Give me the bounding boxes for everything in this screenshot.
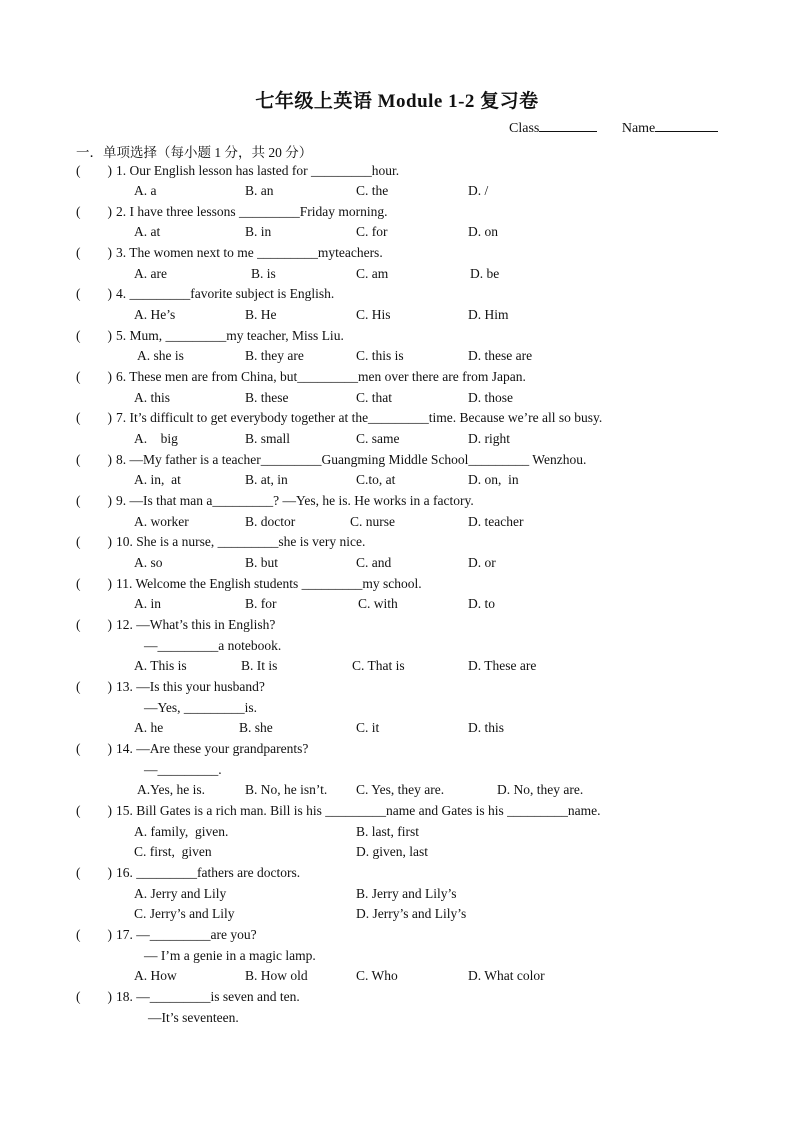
answer-option: A. in xyxy=(134,596,161,611)
question-text: 11. Welcome the English students _________my school. xyxy=(116,576,422,591)
question-text: 18. —_________is seven and ten. xyxy=(116,989,300,1004)
page-title: 七年级上英语 Module 1-2 复习卷 xyxy=(255,91,539,112)
answer-option: C. same xyxy=(356,431,400,446)
answer-option: D. These are xyxy=(468,658,537,673)
answer-option: B. doctor xyxy=(245,514,296,529)
answer-option: D. on xyxy=(468,224,498,239)
answer-option: D. / xyxy=(468,183,489,198)
answer-option: A. he xyxy=(134,720,164,735)
section-heading: 一．单项选择（每小题 1 分，共 20 分） xyxy=(76,145,313,160)
answer-option: A. family, given. xyxy=(134,824,229,839)
answer-option: B. they are xyxy=(245,348,304,363)
answer-bracket: ( ) xyxy=(76,328,112,343)
answer-option: D. those xyxy=(468,390,513,405)
answer-option: B. small xyxy=(245,431,291,446)
answer-option: A. so xyxy=(134,555,163,570)
answer-option: A. He’s xyxy=(134,307,176,322)
answer-option: A. are xyxy=(134,266,167,281)
answer-option: A. Jerry and Lily xyxy=(134,886,227,901)
answer-option: C. this is xyxy=(356,348,404,363)
answer-option: A. a xyxy=(134,183,157,198)
answer-option: A. at xyxy=(134,224,161,239)
question-response-line: —_________a notebook. xyxy=(144,638,282,653)
answer-option: C. the xyxy=(356,183,389,198)
answer-option: C. Jerry’s and Lily xyxy=(134,906,235,921)
answer-option: B. He xyxy=(245,307,277,322)
question-response-line: —It’s seventeen. xyxy=(148,1010,239,1025)
answer-option: A. she is xyxy=(137,348,184,363)
answer-option: B. is xyxy=(251,266,276,281)
answer-option: A.Yes, he is. xyxy=(137,782,206,797)
question-response-line: —_________. xyxy=(144,762,222,777)
question-text: 3. The women next to me _________myteachers. xyxy=(116,245,383,260)
name-blank xyxy=(655,119,718,132)
answer-bracket: ( ) xyxy=(76,989,112,1004)
question-text: 6. These men are from China, but_________men over there are from Japan. xyxy=(116,369,526,384)
question-response-line: — I’m a genie in a magic lamp. xyxy=(144,948,316,963)
question-text: 5. Mum, _________my teacher, Miss Liu. xyxy=(116,328,344,343)
answer-bracket: ( ) xyxy=(76,617,112,632)
answer-bracket: ( ) xyxy=(76,410,112,425)
answer-option: B. for xyxy=(245,596,277,611)
answer-bracket: ( ) xyxy=(76,534,112,549)
answer-bracket: ( ) xyxy=(76,452,112,467)
question-text: 8. —My father is a teacher_________Guangming Middle School_________ Wenzhou. xyxy=(116,452,587,467)
answer-option: B. last, first xyxy=(356,824,419,839)
question-text: 4. _________favorite subject is English. xyxy=(116,286,335,301)
answer-option: C. nurse xyxy=(350,514,395,529)
answer-option: C. and xyxy=(356,555,392,570)
answer-option: C. am xyxy=(356,266,389,281)
answer-bracket: ( ) xyxy=(76,927,112,942)
answer-option: D. right xyxy=(468,431,510,446)
answer-bracket: ( ) xyxy=(76,163,112,178)
answer-option: D. teacher xyxy=(468,514,524,529)
answer-option: D. to xyxy=(468,596,495,611)
question-text: 15. Bill Gates is a rich man. Bill is his _________name and Gates is his _________name. xyxy=(116,803,601,818)
answer-bracket: ( ) xyxy=(76,204,112,219)
answer-option: D. on, in xyxy=(468,472,519,487)
answer-bracket: ( ) xyxy=(76,741,112,756)
answer-bracket: ( ) xyxy=(76,865,112,880)
answer-option: C. That is xyxy=(352,658,405,673)
answer-option: D. Jerry’s and Lily’s xyxy=(356,906,467,921)
answer-option: C. His xyxy=(356,307,391,322)
answer-option: D. Him xyxy=(468,307,509,322)
question-text: 10. She is a nurse, _________she is very nice. xyxy=(116,534,366,549)
class-blank xyxy=(539,119,597,132)
answer-option: C. Yes, they are. xyxy=(356,782,445,797)
answer-option: B. but xyxy=(245,555,279,570)
answer-option: C.to, at xyxy=(356,472,396,487)
answer-bracket: ( ) xyxy=(76,576,112,591)
answer-bracket: ( ) xyxy=(76,803,112,818)
answer-option: B. an xyxy=(245,183,274,198)
answer-option: B. No, he isn’t. xyxy=(245,782,328,797)
name-label: Name xyxy=(621,121,656,136)
answer-bracket: ( ) xyxy=(76,286,112,301)
answer-option: C. with xyxy=(358,596,398,611)
answer-option: A. worker xyxy=(134,514,189,529)
answer-option: B. How old xyxy=(245,968,308,983)
answer-option: B. Jerry and Lily’s xyxy=(356,886,457,901)
question-text: 9. —Is that man a_________? —Yes, he is. He works in a factory. xyxy=(116,493,474,508)
answer-option: D. these are xyxy=(468,348,533,363)
answer-option: B. she xyxy=(239,720,273,735)
answer-option: D. No, they are. xyxy=(497,782,584,797)
class-label: Class xyxy=(509,121,540,136)
answer-option: B. at, in xyxy=(245,472,288,487)
answer-option: A. How xyxy=(134,968,177,983)
question-text: 17. —_________are you? xyxy=(116,927,257,942)
answer-option: B. in xyxy=(245,224,272,239)
answer-option: C. that xyxy=(356,390,392,405)
answer-option: B. It is xyxy=(241,658,278,673)
question-text: 13. —Is this your husband? xyxy=(116,679,265,694)
answer-option: D. or xyxy=(468,555,496,570)
answer-option: D. given, last xyxy=(356,844,428,859)
answer-option: D. What color xyxy=(468,968,545,983)
answer-option: C. Who xyxy=(356,968,398,983)
question-text: 14. —Are these your grandparents? xyxy=(116,741,309,756)
answer-bracket: ( ) xyxy=(76,369,112,384)
answer-option: A. this xyxy=(134,390,171,405)
answer-option: C. for xyxy=(356,224,388,239)
question-text: 7. It’s difficult to get everybody together at the_________time. Because we’re all so busy. xyxy=(116,410,603,425)
answer-bracket: ( ) xyxy=(76,245,112,260)
question-text: 1. Our English lesson has lasted for _________hour. xyxy=(116,163,400,178)
answer-option: A. big xyxy=(134,431,178,446)
answer-option: D. this xyxy=(468,720,505,735)
answer-option: A. This is xyxy=(134,658,187,673)
answer-bracket: ( ) xyxy=(76,679,112,694)
question-response-line: —Yes, _________is. xyxy=(144,700,258,715)
answer-option: C. it xyxy=(356,720,380,735)
answer-option: B. these xyxy=(245,390,289,405)
answer-option: C. first, given xyxy=(134,844,212,859)
answer-option: A. in, at xyxy=(134,472,181,487)
question-text: 2. I have three lessons _________Friday morning. xyxy=(116,204,388,219)
question-text: 12. —What’s this in English? xyxy=(116,617,276,632)
answer-option: D. be xyxy=(470,266,500,281)
question-text: 16. _________fathers are doctors. xyxy=(116,865,301,880)
answer-bracket: ( ) xyxy=(76,493,112,508)
class-name-line xyxy=(509,119,718,137)
